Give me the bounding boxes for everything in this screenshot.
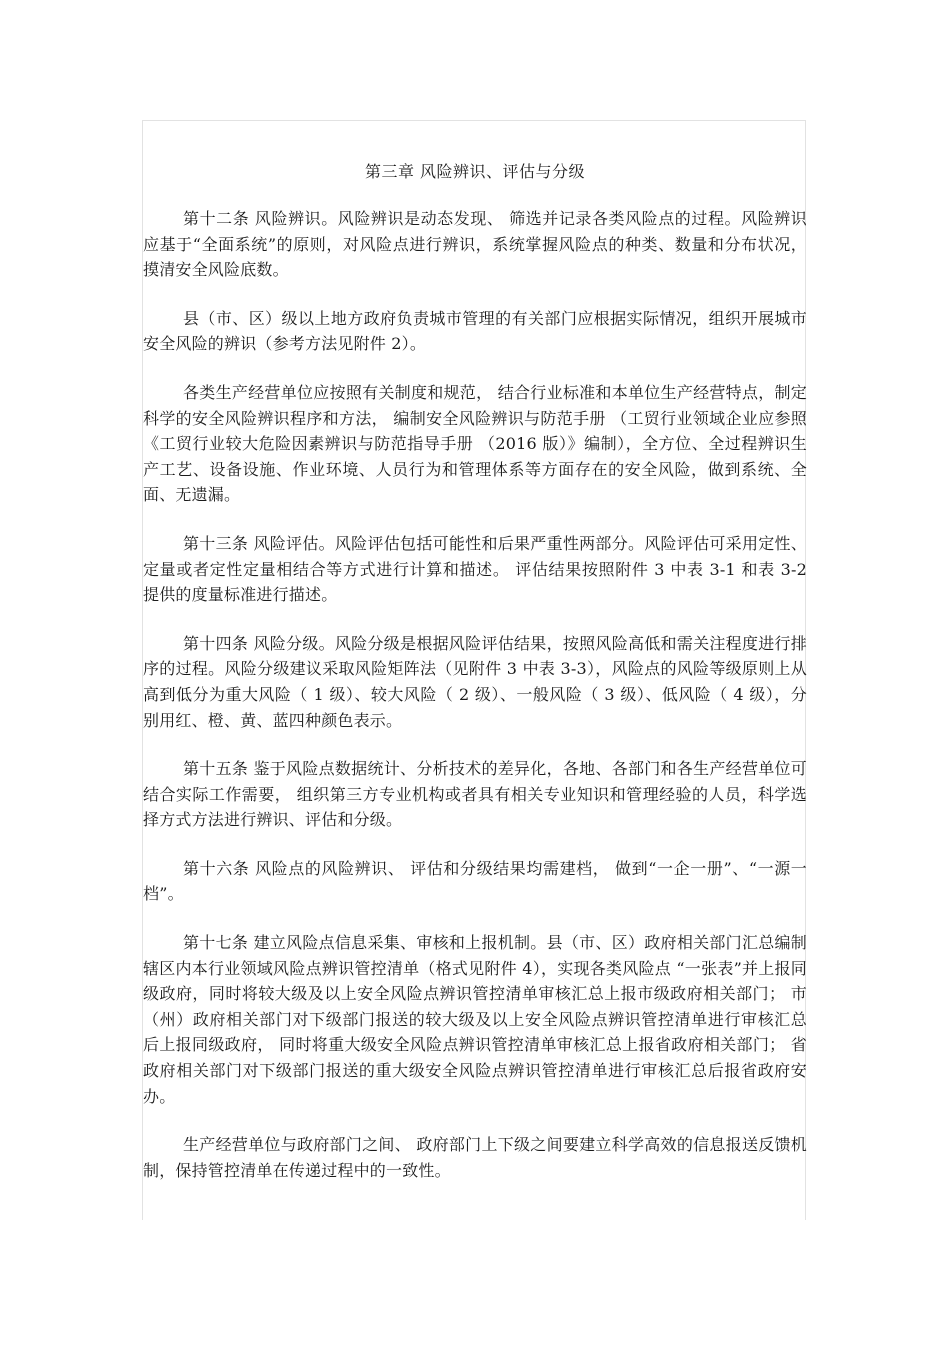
production-units-paragraph: 各类生产经营单位应按照有关制度和规范， 结合行业标准和本单位生产经营特点，制定科学的安全风险辨识程序和方法， 编制安全风险辨识与防范手册 （工贸行业领域企业应参照 《工贸行业较大危险因素辨识与防范指导手册 （2016 版）》编制），全方位、全过程辨识生产工艺、设备设施、作业环境、人员行为和管理体系等方面存在的安全风险，做到系统、全面、无遗漏。	[143, 382, 807, 505]
article-15-paragraph: 第十五条 鉴于风险点数据统计、分析技术的差异化，各地、各部门和各生产经营单位可结合实际工作需要， 组织第三方专业机构或者具有相关专业知识和管理经验的人员，科学选择方式方法进行辨识、评估和分级。	[143, 759, 807, 830]
article-12-paragraph: 第十二条 风险辨识。风险辨识是动态发现、 筛选并记录各类风险点的过程。风险辨识应基于“全面系统”的原则，对风险点进行辨识，系统掌握风险点的种类、数量和分布状况，摸清安全风险底数。	[143, 209, 807, 280]
chapter-title: 第三章 风险辨识、评估与分级	[364, 162, 586, 181]
article-17-paragraph: 第十七条 建立风险点信息采集、审核和上报机制。县（市、区）政府相关部门汇总编制辖区内本行业领域风险点辨识管控清单（格式见附件 4），实现各类风险点 “一张表”并上报同级政府，同时将较大级及以上安全风险点辨识管控清单审核汇总上报市级政府相关部门； 市（州）政府相关部门对下级部门报送的较大级及以上安全风险点辨识管控清单进行审核汇总后上报同级政府， 同时将重大级安全风险点辨识管控清单审核汇总上报省政府相关部门； 省政府相关部门对下级部门报送的重大级安全风险点辨识管控清单进行审核汇总后报省政府安办。	[143, 933, 807, 1106]
county-government-paragraph: 县（市、区）级以上地方政府负责城市管理的有关部门应根据实际情况，组织开展城市安全风险的辨识（参考方法见附件 2）。	[143, 308, 807, 354]
feedback-mechanism-paragraph: 生产经营单位与政府部门之间、 政府部门上下级之间要建立科学高效的信息报送反馈机制，保持管控清单在传递过程中的一致性。	[143, 1135, 807, 1180]
article-13-paragraph: 第十三条 风险评估。风险评估包括可能性和后果严重性两部分。风险评估可采用定性、 定量或者定性定量相结合等方式进行计算和描述。 评估结果按照附件 3 中表 3-1 和表 3-2 提供的度量标准进行描述。	[143, 533, 807, 605]
document-body	[143, 160, 807, 1206]
article-16-paragraph: 第十六条 风险点的风险辨识、 评估和分级结果均需建档， 做到“一企一册”、“一源一档”。	[143, 858, 807, 904]
article-14-paragraph: 第十四条 风险分级。风险分级是根据风险评估结果，按照风险高低和需关注程度进行排序的过程。风险分级建议采取风险矩阵法（见附件 3 中表 3-3），风险点的风险等级原则上从高到低分为重大风险（ 1 级）、较大风险（ 2 级）、一般风险（ 3 级）、低风险（ 4 级），分别用红、橙、黄、蓝四种颜色表示。	[143, 633, 807, 730]
